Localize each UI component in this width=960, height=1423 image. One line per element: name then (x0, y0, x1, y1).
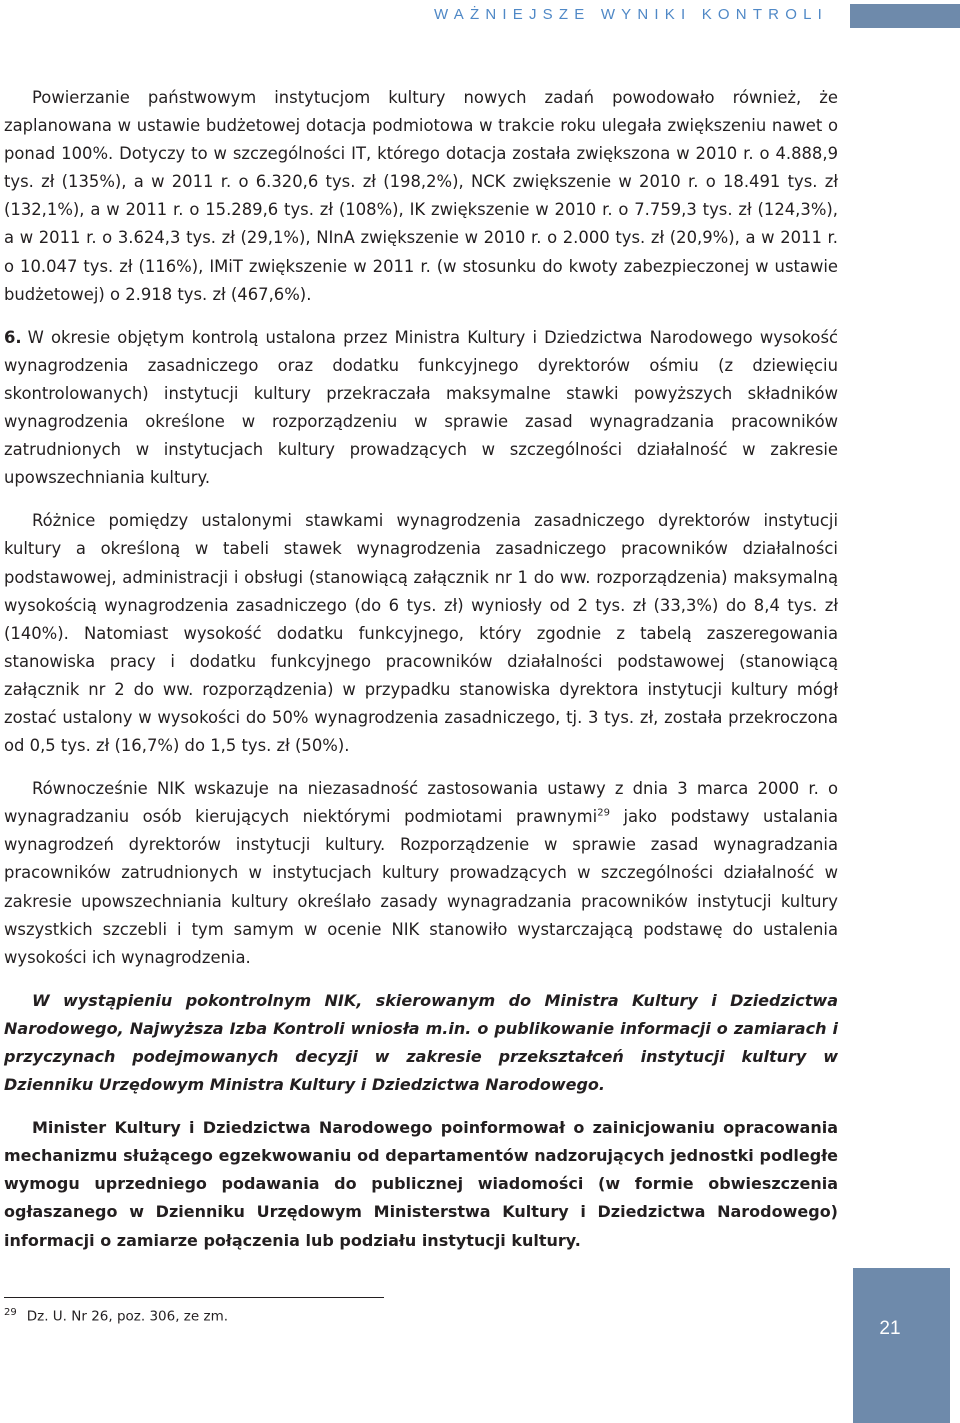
page-number-box (853, 1268, 950, 1423)
paragraph-nik-assessment (4, 775, 838, 972)
paragraph-point-6 (4, 324, 838, 493)
paragraph-minister-response: Minister Kultury i Dziedzictwa Narodowego poinformował o zainicjowaniu opracowania mechanizmu służącego egzekwowaniu od departamentów nadzorujących jednostki podległe wymogu uprzedniego podawania do publicznej wiadomości (w formie obwieszczenia ogłaszanego w Dzienniku Urzędowym Ministerstwa Kultury i Dziedzictwa Narodowego) informacji o zamiarze połączenia lub podziału instytucji kultury. (4, 1118, 838, 1250)
paragraph-subsidy-increase: Powierzanie państwowym instytucjom kultury nowych zadań powodowało również, że zaplanowana w ustawie budżetowej dotacja podmiotowa w trakcie roku ulegała zwiększeniu nawet o ponad 100%. Dotyczy to w szczególności IT, którego dotacja została zwiększona w 2010 r. o 4.888,9 tys. zł (135%), a w 2011 r. o 6.320,6 tys. zł (198,2%), NCK zwiększenie w 2010 r. o 18.491 tys. zł (132,1%), a w 2011 r. o 15.289,6 tys. zł (108%), IK zwiększenie w 2010 r. o 7.759,3 tys. zł (124,3%), a w 2011 r. o 3.624,3 tys. zł (29,1%), NInA zwiększenie w 2010 r. o 2.000 tys. zł (20,9%), a w 2011 r. o 10.047 tys. zł (116%), IMiT zwiększenie w 2011 r. (w stosunku do kwoty zabezpieczonej w ustawie budżetowej) o 2.918 tys. zł (467,6%). (4, 88, 838, 304)
paragraph-post-audit-request: W wystąpieniu pokontrolnym NIK, skierowanym do Ministra Kultury i Dziedzictwa Narodowego, Najwyższa Izba Kontroli wniosła m.in. o publikowanie informacji o zamiarach i przyczynach podejmowanych decyzji w zakresie przekształceń instytucji kultury w Dzienniku Urzędowym Ministra Kultury i Dziedzictwa Narodowego. (4, 990, 838, 1095)
footnote (4, 1303, 404, 1327)
footnote-number: 29 (4, 1307, 17, 1318)
main-content (4, 84, 838, 1270)
paragraph-text-part-2: jako podstawy ustalania wynagrodzeń dyrektorów instytucji kultury. Rozporządzenie w sprawie zasad wynagradzania pracowników zatrudnionych w instytucjach kultury prowadzących w szczególności działalność w zakresie upowszechniania kultury określało zasady wynagradzania pracowników instytucji kultury wszystkich szczebli i tym samym w ocenie NIK stanowiło wystarczającą podstawę do ustalenia wysokości ich wynagrodzenia. (4, 807, 838, 967)
page-number: 21 (879, 1318, 901, 1339)
paragraph-salary-differences: Różnice pomiędzy ustalonymi stawkami wynagrodzenia zasadniczego dyrektorów instytucji kultury a określoną w tabeli stawek wynagrodzenia zasadniczego pracowników działalności podstawowej, administracji i obsługi (stanowiącą załącznik nr 1 do ww. rozporządzenia) maksymalną wysokością wynagrodzenia zasadniczego (do 6 tys. zł) wyniosły od 2 tys. zł (33,3%) do 8,4 tys. zł (140%). Natomiast wysokość dodatku funkcyjnego, który zgodnie z tabelą zaszeregowania stanowiska pracy i dodatku funkcyjnego pracowników działalności podstawowej (stanowiącą załącznik nr 2 do ww. rozporządzenia) w przypadku stanowiska dyrektora instytucji kultury mógł zostać ustalony w wysokości do 50% wynagrodzenia zasadniczego, tj. 3 tys. zł, została przekroczona od 0,5 tys. zł (16,7%) do 1,5 tys. zł (50%). (4, 511, 838, 756)
footnote-reference[interactable]: 29 (597, 807, 610, 819)
footnote-text: Dz. U. Nr 26, poz. 306, ze zm. (26, 1308, 229, 1325)
footnote-divider (4, 1297, 384, 1298)
paragraph-text-part-1: Równocześnie NIK wskazuje na niezasadność zastosowania ustawy z dnia 3 marca 2000 r. o wynagradzaniu osób kierujących niektórymi podmiotami prawnymi (4, 779, 838, 827)
point-number: 6. (4, 327, 22, 347)
running-header: WAŻNIEJSZE WYNIKI KONTROLI (434, 6, 828, 23)
point-text: W okresie objętym kontrolą ustalona przez Ministra Kultury i Dziedzictwa Narodowego wysokość wynagrodzenia zasadniczego oraz dodatku funkcyjnego dyrektorów ośmiu (z dziewięciu skontrolowanych) instytucji kultury przekraczała maksymalne stawki powyższych składników wynagrodzenia określone w rozporządzeniu w sprawie zasad wynagradzania pracowników zatrudnionych w instytucjach kultury prowadzących w szczególności działalność w zakresie upowszechniania kultury. (4, 327, 838, 488)
header-color-tab (850, 4, 960, 28)
